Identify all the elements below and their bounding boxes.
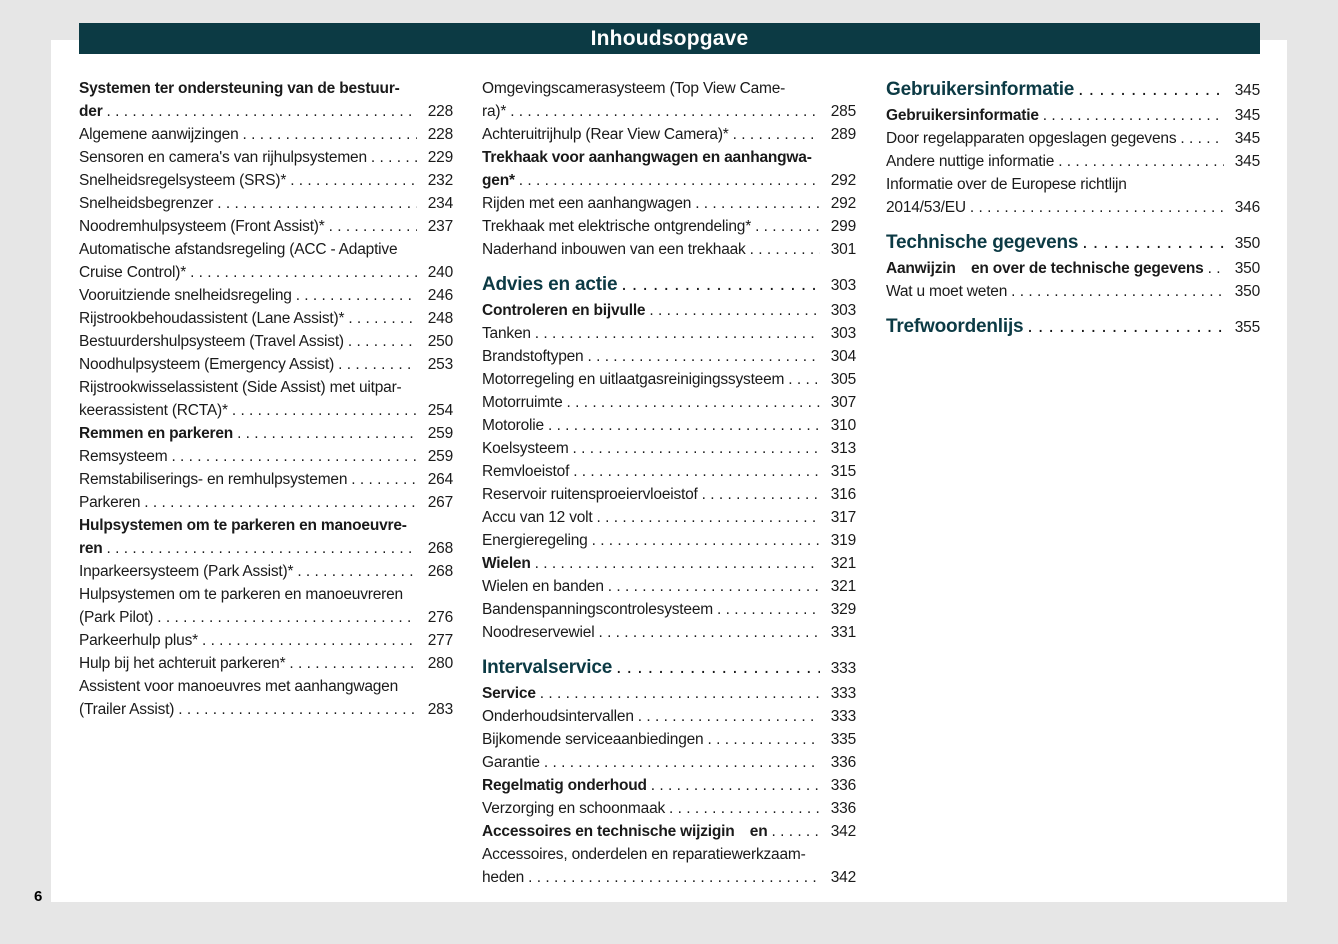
dot-leader — [289, 652, 417, 675]
dot-leader — [202, 629, 417, 652]
dot-leader — [587, 345, 820, 368]
toc-page-number: 292 — [830, 172, 856, 189]
toc-page-number: 276 — [427, 609, 453, 626]
toc-entry-label: Energieregeling — [482, 532, 588, 549]
toc-entry[interactable] — [482, 368, 856, 391]
dot-leader — [566, 391, 820, 414]
toc-page-number: 229 — [427, 149, 453, 166]
dot-leader — [217, 192, 417, 215]
toc-section-heading[interactable] — [482, 655, 856, 682]
dot-leader — [535, 322, 820, 345]
dot-leader — [1082, 230, 1224, 256]
toc-entry-label: ra)* — [482, 103, 507, 120]
dot-leader — [669, 797, 820, 820]
toc-entry-label: Garantie — [482, 754, 540, 771]
toc-entry-label: Service — [482, 685, 536, 702]
dot-leader — [597, 506, 820, 529]
toc-entry-label-line: Hulpsystemen om te parkeren en manoeuvre- — [79, 517, 407, 534]
dot-leader — [649, 299, 820, 322]
toc-page-number: 355 — [1234, 319, 1260, 336]
toc-page-number: 267 — [427, 494, 453, 511]
dot-leader — [1058, 150, 1224, 173]
toc-entry-label: Motorolie — [482, 417, 544, 434]
dot-leader — [970, 196, 1224, 219]
toc-entry-label-line: Automatische afstandsregeling (ACC - Adaptive — [79, 241, 398, 258]
toc-column-2 — [482, 77, 856, 889]
dot-leader — [638, 705, 820, 728]
toc-entry-label: Wielen en banden — [482, 578, 604, 595]
toc-page-number: 280 — [427, 655, 453, 672]
dot-leader — [329, 215, 417, 238]
toc-entry-label: Aanwijzin en over de technische gegevens — [886, 260, 1204, 277]
toc-entry-label: Reservoir ruitensproeiervloeistof — [482, 486, 698, 503]
toc-entry-label: Snelheidsbegrenzer — [79, 195, 214, 212]
toc-entry[interactable] — [482, 843, 856, 889]
toc-entry-label: der — [79, 103, 103, 120]
toc-entry-label: (Park Pilot) — [79, 609, 154, 626]
toc-entry[interactable] — [482, 506, 856, 529]
dot-leader — [535, 552, 820, 575]
toc-entry[interactable] — [482, 529, 856, 552]
page-number: 6 — [34, 888, 43, 905]
toc-entry-label: Remsysteem — [79, 448, 168, 465]
toc-entry[interactable] — [79, 468, 453, 491]
toc-entry-label: Technische gegevens — [886, 232, 1079, 253]
toc-entry[interactable] — [886, 104, 1260, 127]
toc-page-number: 316 — [830, 486, 856, 503]
toc-entry-label-line: Systemen ter ondersteuning van de bestuur- — [79, 80, 400, 97]
dot-leader — [592, 529, 820, 552]
dot-leader — [1027, 314, 1224, 340]
toc-page-number: 305 — [830, 371, 856, 388]
toc-page-number: 259 — [427, 448, 453, 465]
dot-leader — [573, 437, 820, 460]
toc-entry-label: Bestuurdershulpsysteem (Travel Assist) — [79, 333, 344, 350]
toc-page-number: 234 — [427, 195, 453, 212]
dot-leader — [371, 146, 417, 169]
toc-entry-label: Verzorging en schoonmaak — [482, 800, 666, 817]
toc-entry[interactable] — [482, 705, 856, 728]
dot-leader — [755, 215, 820, 238]
toc-page-number: 319 — [830, 532, 856, 549]
toc-entry-label: Controleren en bijvulle — [482, 302, 646, 319]
toc-page-number: 336 — [830, 777, 856, 794]
toc-page-number: 315 — [830, 463, 856, 480]
toc-page-number: 336 — [830, 754, 856, 771]
toc-page-number: 333 — [830, 685, 856, 702]
toc-entry-label-line: Informatie over de Europese richtlijn — [886, 176, 1127, 193]
toc-entry[interactable] — [79, 675, 453, 721]
toc-entry-label: Parkeren — [79, 494, 141, 511]
toc-entry-label: Hulp bij het achteruit parkeren* — [79, 655, 286, 672]
toc-entry[interactable] — [482, 299, 856, 322]
toc-entry-label: Accu van 12 volt — [482, 509, 593, 526]
toc-entry[interactable] — [79, 353, 453, 376]
toc-entry-label: Door regelapparaten opgeslagen gegevens — [886, 130, 1177, 147]
dot-leader — [1078, 77, 1224, 103]
toc-entry[interactable] — [482, 391, 856, 414]
toc-page-number: 246 — [427, 287, 453, 304]
toc-page-number: 264 — [427, 471, 453, 488]
toc-page-number: 310 — [830, 417, 856, 434]
toc-page-number: 285 — [830, 103, 856, 120]
toc-entry[interactable] — [79, 146, 453, 169]
toc-entry[interactable] — [79, 514, 453, 560]
toc-page-number: 277 — [427, 632, 453, 649]
toc-page-number: 346 — [1234, 199, 1260, 216]
toc-entry-label: Parkeerhulp plus* — [79, 632, 198, 649]
dot-leader — [1011, 280, 1224, 303]
toc-entry-label: Intervalservice — [482, 657, 613, 678]
dot-leader — [540, 682, 820, 705]
dot-leader — [651, 774, 820, 797]
dot-leader — [702, 483, 820, 506]
toc-page-number: 303 — [830, 277, 856, 294]
dot-leader — [544, 751, 820, 774]
toc-entry[interactable] — [79, 77, 453, 123]
dot-leader — [519, 169, 820, 192]
toc-page-number: 313 — [830, 440, 856, 457]
toc-entry-label: Noodremhulpsysteem (Front Assist)* — [79, 218, 325, 235]
toc-page-number: 289 — [830, 126, 856, 143]
toc-entry-label: Gebruikersinformatie — [886, 79, 1075, 100]
toc-page-number: 329 — [830, 601, 856, 618]
toc-entry-label-line: Trekhaak voor aanhangwagen en aanhangwa- — [482, 149, 812, 166]
toc-page-number: 345 — [1234, 153, 1260, 170]
toc-section-heading[interactable] — [886, 77, 1260, 104]
toc-entry-label: Remvloeistof — [482, 463, 570, 480]
toc-entry[interactable] — [79, 583, 453, 629]
toc-entry-label: Rijstrookbehoudassistent (Lane Assist)* — [79, 310, 345, 327]
dot-leader — [616, 655, 820, 681]
dot-leader — [190, 261, 417, 284]
toc-entry-label: Noodreservewiel — [482, 624, 595, 641]
toc-entry[interactable] — [482, 552, 856, 575]
dot-leader — [351, 468, 417, 491]
toc-entry[interactable] — [482, 598, 856, 621]
dot-leader — [296, 284, 417, 307]
dot-leader — [297, 560, 417, 583]
toc-page-number: 253 — [427, 356, 453, 373]
toc-entry[interactable] — [886, 127, 1260, 150]
toc-page-number: 317 — [830, 509, 856, 526]
dot-leader — [608, 575, 820, 598]
dot-leader — [707, 728, 820, 751]
toc-entry[interactable] — [482, 820, 856, 843]
dot-leader — [733, 123, 820, 146]
toc-entry-label: Koelsysteem — [482, 440, 569, 457]
toc-entry[interactable] — [482, 621, 856, 644]
toc-entry[interactable] — [482, 77, 856, 123]
toc-page-number: 254 — [427, 402, 453, 419]
dot-leader — [290, 169, 417, 192]
toc-section-heading[interactable] — [482, 272, 856, 299]
toc-entry[interactable] — [482, 238, 856, 261]
toc-entry[interactable] — [79, 376, 453, 422]
toc-entry[interactable] — [79, 652, 453, 675]
page-header — [79, 23, 1260, 54]
toc-column-3 — [886, 77, 1260, 341]
toc-page-number: 307 — [830, 394, 856, 411]
toc-entry-label: Achteruitrijhulp (Rear View Camera)* — [482, 126, 729, 143]
toc-entry-label: Brandstoftypen — [482, 348, 584, 365]
toc-entry-label: Vooruitziende snelheidsregeling — [79, 287, 292, 304]
toc-page-number: 303 — [830, 302, 856, 319]
toc-page-number: 268 — [427, 563, 453, 580]
toc-section-heading[interactable] — [886, 314, 1260, 341]
toc-page-number: 304 — [830, 348, 856, 365]
dot-leader — [243, 123, 417, 146]
dot-leader — [788, 368, 820, 391]
toc-entry-label: Cruise Control)* — [79, 264, 187, 281]
toc-page-number: 301 — [830, 241, 856, 258]
toc-entry[interactable] — [482, 437, 856, 460]
toc-entry-label: Bijkomende serviceaanbiedingen — [482, 731, 704, 748]
dot-leader — [348, 330, 417, 353]
toc-entry[interactable] — [79, 307, 453, 330]
toc-entry-label: Snelheidsregelsysteem (SRS)* — [79, 172, 287, 189]
toc-page-number: 303 — [830, 325, 856, 342]
toc-page-number: 333 — [830, 660, 856, 677]
toc-entry[interactable] — [482, 483, 856, 506]
dot-leader — [107, 100, 417, 123]
toc-entry-label: Noodhulpsysteem (Emergency Assist) — [79, 356, 335, 373]
toc-page-number: 321 — [830, 555, 856, 572]
toc-entry-label-line: Accessoires, onderdelen en reparatiewerkzaam- — [482, 846, 806, 863]
toc-page-number: 259 — [427, 425, 453, 442]
toc-entry[interactable] — [886, 257, 1260, 280]
dot-leader — [348, 307, 417, 330]
toc-page-number: 335 — [830, 731, 856, 748]
toc-entry-label: Regelmatig onderhoud — [482, 777, 647, 794]
toc-page-number: 248 — [427, 310, 453, 327]
toc-page-number: 333 — [830, 708, 856, 725]
toc-entry[interactable] — [79, 445, 453, 468]
toc-entry[interactable] — [79, 192, 453, 215]
toc-page-number: 283 — [427, 701, 453, 718]
toc-page-number: 342 — [830, 869, 856, 886]
toc-entry-label: (Trailer Assist) — [79, 701, 175, 718]
toc-entry-label: Trekhaak met elektrische ontgrendeling* — [482, 218, 752, 235]
toc-page-number: 250 — [427, 333, 453, 350]
dot-leader — [171, 445, 417, 468]
toc-entry[interactable] — [482, 414, 856, 437]
toc-entry-label: Algemene aanwijzingen — [79, 126, 239, 143]
toc-page-number: 345 — [1234, 130, 1260, 147]
toc-entry[interactable] — [482, 345, 856, 368]
toc-entry-label: Naderhand inbouwen van een trekhaak — [482, 241, 746, 258]
toc-entry[interactable] — [482, 215, 856, 238]
toc-entry[interactable] — [79, 169, 453, 192]
toc-entry[interactable] — [886, 280, 1260, 303]
toc-entry[interactable] — [482, 123, 856, 146]
toc-entry-label-line: Rijstrookwisselassistent (Side Assist) met uitpar- — [79, 379, 402, 396]
toc-entry-label: ren — [79, 540, 103, 557]
toc-page-number: 299 — [830, 218, 856, 235]
toc-entry[interactable] — [482, 774, 856, 797]
dot-leader — [750, 238, 820, 261]
toc-page-number: 228 — [427, 126, 453, 143]
toc-entry[interactable] — [79, 330, 453, 353]
toc-page-number: 237 — [427, 218, 453, 235]
dot-leader — [598, 621, 820, 644]
toc-entry[interactable] — [79, 284, 453, 307]
toc-entry[interactable] — [79, 123, 453, 146]
toc-page-number: 292 — [830, 195, 856, 212]
dot-leader — [1208, 257, 1224, 280]
toc-entry[interactable] — [79, 629, 453, 652]
toc-entry-label-line: Assistent voor manoeuvres met aanhangwagen — [79, 678, 399, 695]
toc-entry-label: Tanken — [482, 325, 531, 342]
dot-leader — [510, 100, 820, 123]
toc-entry-label: Wat u moet weten — [886, 283, 1008, 300]
toc-entry[interactable] — [79, 560, 453, 583]
dot-leader — [771, 820, 820, 843]
toc-entry-label: Gebruikersinformatie — [886, 107, 1039, 124]
toc-entry[interactable] — [482, 322, 856, 345]
toc-entry-label: Trefwoordenlijs — [886, 316, 1024, 337]
dot-leader — [232, 399, 417, 422]
dot-leader — [338, 353, 417, 376]
toc-entry-label: Andere nuttige informatie — [886, 153, 1055, 170]
dot-leader — [717, 598, 820, 621]
toc-page-number: 342 — [830, 823, 856, 840]
toc-page-number: 350 — [1234, 260, 1260, 277]
toc-page-number: 350 — [1234, 235, 1260, 252]
toc-entry-label: keerassistent (RCTA)* — [79, 402, 228, 419]
toc-entry-label: 2014/53/EU — [886, 199, 966, 216]
toc-entry[interactable] — [886, 173, 1260, 219]
toc-entry-label: Motorruimte — [482, 394, 563, 411]
toc-entry[interactable] — [79, 238, 453, 284]
toc-entry-label: Remstabiliserings- en remhulpsystemen — [79, 471, 348, 488]
toc-entry[interactable] — [482, 146, 856, 192]
toc-entry[interactable] — [482, 575, 856, 598]
toc-entry-label: gen* — [482, 172, 515, 189]
toc-entry[interactable] — [482, 192, 856, 215]
toc-entry[interactable] — [482, 797, 856, 820]
dot-leader — [621, 272, 820, 298]
toc-entry-label: Bandenspanningscontrolesysteem — [482, 601, 713, 618]
toc-entry-label-line: Omgevingscamerasysteem (Top View Came- — [482, 80, 786, 97]
toc-page-number: 228 — [427, 103, 453, 120]
dot-leader — [157, 606, 417, 629]
toc-entry-label: Accessoires en technische wijzigin en — [482, 823, 768, 840]
page-title: Inhoudsopgave — [590, 26, 749, 50]
toc-entry[interactable] — [482, 728, 856, 751]
toc-entry[interactable] — [79, 422, 453, 445]
toc-entry-label-line: Hulpsystemen om te parkeren en manoeuvreren — [79, 586, 403, 603]
toc-page-number: 268 — [427, 540, 453, 557]
toc-entry[interactable] — [482, 460, 856, 483]
toc-page-number: 240 — [427, 264, 453, 281]
toc-entry[interactable] — [79, 215, 453, 238]
toc-entry-label: heden — [482, 869, 525, 886]
toc-page-number: 336 — [830, 800, 856, 817]
dot-leader — [528, 866, 820, 889]
dot-leader — [1043, 104, 1224, 127]
toc-page-number: 350 — [1234, 283, 1260, 300]
toc-entry-label: Inparkeersysteem (Park Assist)* — [79, 563, 294, 580]
toc-entry[interactable] — [886, 150, 1260, 173]
toc-section-heading[interactable] — [886, 230, 1260, 257]
dot-leader — [178, 698, 417, 721]
dot-leader — [144, 491, 417, 514]
toc-entry-label: Sensoren en camera's van rijhulpsystemen — [79, 149, 367, 166]
toc-entry[interactable] — [482, 751, 856, 774]
dot-leader — [573, 460, 820, 483]
dot-leader — [107, 537, 417, 560]
toc-page-number: 321 — [830, 578, 856, 595]
dot-leader — [548, 414, 820, 437]
toc-entry[interactable] — [482, 682, 856, 705]
toc-entry-label: Onderhoudsintervallen — [482, 708, 634, 725]
toc-entry-label: Rijden met een aanhangwagen — [482, 195, 692, 212]
toc-entry-label: Wielen — [482, 555, 531, 572]
toc-entry-label: Remmen en parkeren — [79, 425, 234, 442]
toc-entry-label: Motorregeling en uitlaatgasreinigingssysteem — [482, 371, 785, 388]
toc-column-1 — [79, 77, 453, 721]
dot-leader — [1180, 127, 1224, 150]
toc-page-number: 345 — [1234, 107, 1260, 124]
toc-entry-label: Advies en actie — [482, 274, 618, 295]
dot-leader — [237, 422, 417, 445]
dot-leader — [695, 192, 820, 215]
toc-page-number: 232 — [427, 172, 453, 189]
toc-page-number: 345 — [1234, 82, 1260, 99]
toc-page-number: 331 — [830, 624, 856, 641]
toc-entry[interactable] — [79, 491, 453, 514]
